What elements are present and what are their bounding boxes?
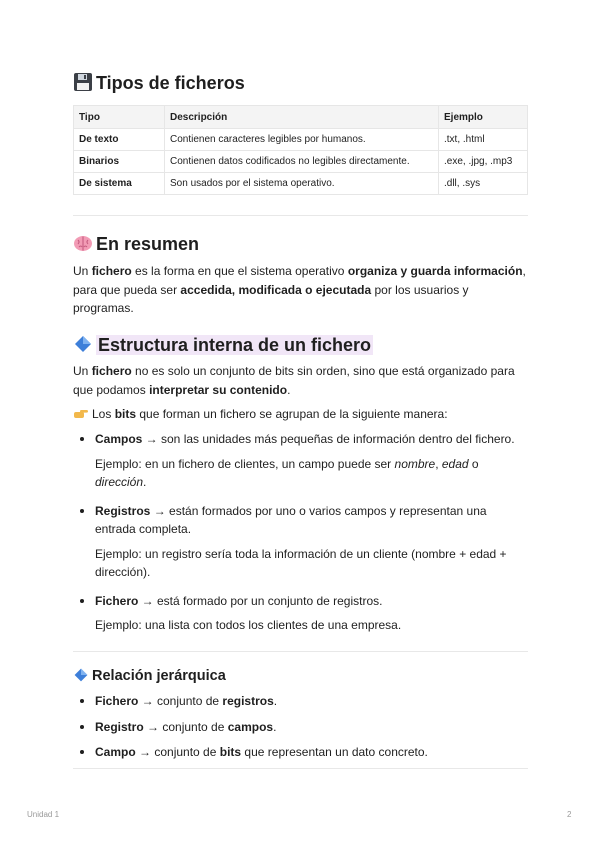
tipos-heading bbox=[73, 71, 245, 95]
cell-tipo: De texto bbox=[74, 129, 165, 151]
table-row bbox=[74, 129, 528, 151]
header-tipo: Tipo bbox=[74, 106, 165, 129]
text: → conjunto de bbox=[143, 719, 228, 734]
relacion-heading bbox=[73, 666, 226, 686]
text: . bbox=[143, 475, 147, 489]
estructura-list bbox=[73, 430, 528, 635]
relacion-list bbox=[73, 692, 528, 762]
estructura-paragraph bbox=[73, 362, 528, 399]
cell-tipo: Binarios bbox=[74, 151, 165, 173]
item-term: Fichero bbox=[95, 593, 139, 608]
bits-paragraph bbox=[73, 405, 528, 424]
header-descripcion: Descripción bbox=[165, 106, 439, 129]
bold-text: organiza y guarda información bbox=[347, 264, 523, 278]
bold-text: accedida, modificada o ejecutada bbox=[180, 282, 372, 297]
resumen-paragraph bbox=[73, 262, 528, 318]
resumen-title: En resumen bbox=[96, 234, 200, 254]
text: es la forma en que el sistema operativo bbox=[131, 264, 348, 278]
bold-text: interpretar su contenido bbox=[149, 382, 288, 397]
brain-icon bbox=[73, 233, 93, 253]
list-item bbox=[73, 502, 528, 582]
text: . bbox=[273, 719, 277, 734]
text: , bbox=[435, 456, 442, 471]
estructura-title: Estructura interna de un fichero bbox=[98, 335, 372, 355]
text: Los bbox=[92, 407, 115, 421]
table-header-row bbox=[74, 106, 528, 129]
text: → conjunto de bbox=[135, 745, 220, 759]
italic-text: nombre bbox=[394, 456, 436, 471]
bullet bbox=[80, 437, 84, 441]
tipos-title: Tipos de ficheros bbox=[96, 73, 245, 93]
bullet bbox=[80, 750, 84, 754]
floppy-disk-icon bbox=[73, 72, 93, 92]
text: Un bbox=[73, 264, 92, 278]
italic-text: edad bbox=[441, 456, 469, 471]
estructura-heading bbox=[73, 333, 373, 357]
bullet bbox=[80, 699, 84, 703]
item-example: Ejemplo: un registro sería toda la información de un cliente (nombre + edad + dirección). bbox=[95, 546, 507, 579]
cell-tipo: De sistema bbox=[74, 173, 165, 195]
item-term: Registro bbox=[95, 719, 144, 734]
text: , para que pueda ser bbox=[73, 264, 526, 297]
text: Ejemplo: en un fichero de clientes, un campo puede ser bbox=[95, 456, 395, 471]
table-row bbox=[74, 151, 528, 173]
item-term: Campos bbox=[95, 432, 143, 446]
resumen-heading bbox=[73, 232, 199, 256]
bold-text: registros bbox=[222, 694, 274, 708]
list-item bbox=[73, 592, 528, 635]
text: por los usuarios y programas. bbox=[73, 282, 469, 315]
text: que forman un fichero se agrupan de la siguiente manera: bbox=[136, 407, 448, 421]
list-item bbox=[73, 430, 528, 492]
bold-text: bits bbox=[219, 745, 242, 759]
item-term: Registros bbox=[95, 503, 151, 518]
italic-text: dirección bbox=[95, 475, 144, 489]
divider bbox=[73, 215, 528, 216]
cell-ejemplo: .txt, .html bbox=[439, 129, 528, 151]
item-example: Ejemplo: una lista con todos los clientes de una empresa. bbox=[95, 618, 402, 632]
tipos-table bbox=[73, 105, 528, 195]
item-text: → son las unidades más pequeñas de información dentro del fichero. bbox=[142, 432, 515, 446]
table-row bbox=[74, 173, 528, 195]
text: que representan un dato concreto. bbox=[241, 745, 428, 759]
text: . bbox=[273, 694, 278, 708]
header-ejemplo: Ejemplo bbox=[439, 106, 528, 129]
text: o bbox=[468, 456, 479, 471]
bullet bbox=[80, 509, 84, 513]
cell-descripcion: Contienen caracteres legibles por humanos. bbox=[165, 129, 439, 151]
cell-ejemplo: .exe, .jpg, .mp3 bbox=[439, 151, 528, 173]
list-item bbox=[73, 692, 528, 711]
cell-ejemplo: .dll, .sys bbox=[439, 173, 528, 195]
item-term: Campo bbox=[95, 745, 136, 759]
divider bbox=[73, 768, 528, 769]
list-item bbox=[73, 743, 528, 762]
item-text: → están formados por uno o varios campos y representan una entrada completa. bbox=[95, 503, 487, 536]
bullet bbox=[80, 725, 84, 729]
text: Un bbox=[73, 364, 92, 378]
item-term: Fichero bbox=[95, 694, 139, 708]
text: → conjunto de bbox=[138, 694, 223, 708]
text: no es solo un conjunto de bits sin orden, sino que está organizado para que podamos bbox=[73, 364, 515, 397]
item-example bbox=[95, 455, 528, 492]
item-text: → está formado por un conjunto de registros. bbox=[138, 593, 383, 608]
cell-descripcion: Son usados por el sistema operativo. bbox=[165, 173, 439, 195]
relacion-title: Relación jerárquica bbox=[92, 668, 226, 684]
bold-text: bits bbox=[114, 407, 137, 421]
list-item bbox=[73, 718, 528, 737]
blue-diamond-icon bbox=[73, 334, 93, 354]
blue-diamond-icon bbox=[73, 667, 89, 683]
footer-unit: Unidad 1 bbox=[27, 810, 60, 819]
bullet bbox=[80, 599, 84, 603]
cell-descripcion: Contienen datos codificados no legibles directamente. bbox=[165, 151, 439, 173]
page-number: 2 bbox=[567, 810, 572, 819]
text: . bbox=[287, 382, 291, 397]
bold-text: campos bbox=[227, 719, 274, 734]
pointing-hand-icon bbox=[73, 405, 89, 421]
bold-text: fichero bbox=[91, 264, 132, 278]
bold-text: fichero bbox=[91, 364, 132, 378]
divider bbox=[73, 651, 528, 652]
